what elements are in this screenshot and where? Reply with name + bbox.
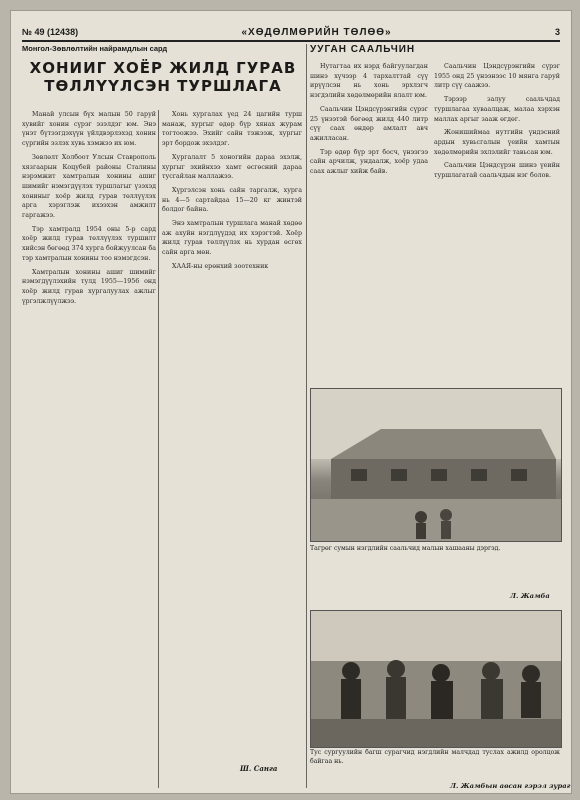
paragraph: Зөвлөлт Холбоот Улсын Ставрополь хязгаарын Коцубей районы Сталины нэрэмжит хамтралын хонины ашиг шимийг нэмэгдүүлэх туршлагыг үзэхэд хониныг хоёр жилд гурав төллүүлэх арга хэрэглэж ихээхэн амжилт гаргажээ. — [22, 153, 156, 220]
paragraph: Нутагтаа их нэрд байгуулагдан шинэ хүчээр 4 тархалттай сүү ирүүлсэн нь хонь эрхлэгч нэгдэлийн хөдөлмөрийн ялалт юм. — [310, 63, 428, 100]
paragraph: ХААЯ-ны ерөнхий зоотехник — [172, 262, 269, 270]
issue-number: № 49 (12438) — [22, 27, 79, 37]
photo-credit-1: Л. Жамба — [510, 592, 550, 600]
masthead — [22, 24, 560, 42]
paragraph: Хургалалт 5 хоногийн дараа эхэлж, хургыг эхийнхээ хамт өсгөсний дараа тусгайлан маллажээ. — [162, 153, 302, 181]
photo-caption-2: Тус сургуулийн багш сурагчид нэгдлийн малчдад туслах ажилд оролцож байгаа нь. — [310, 749, 560, 765]
students-photo-drawing — [311, 611, 561, 747]
article-title-line-2: ТӨЛЛҮҮЛСЭН ТУРШЛАГА — [44, 77, 282, 95]
barn-photo-drawing — [311, 389, 561, 541]
section-divider — [306, 44, 307, 788]
paragraph: Саальчин Цэндсүрэнгийн сүрэг 1955 онд 25 үнээнээс 10 мянга гаруй литр сүү саажээ. — [434, 63, 560, 90]
left-article-column-2 — [162, 110, 302, 756]
newspaper-title: «ХӨДӨЛМӨРИЙН ТӨЛӨӨ» — [241, 26, 392, 38]
article-kicker: Монгол-Зөвлөлтийн найрамдлын сард — [22, 44, 168, 53]
paragraph: Саальчин Цэндсүрэнгийн сүрэг 25 үнээтэй бөгөөд жилд 440 литр сүү саах өндөр амлалт авч ажилласан. — [310, 105, 428, 142]
paragraph: Энэ хамтралын туршлага манай хөдөө аж ахуйн нэгдлүүдэд их хэрэгтэй. Хоёр жилд гурав төллүүлэх нь хурдан өсгөх сайн арга мөн. — [162, 220, 302, 257]
right-article-column-1 — [310, 62, 428, 362]
photo-credit-2: Л. Жамбын авсан гэрэл зураг — [450, 782, 571, 790]
students-photo — [310, 610, 562, 748]
left-article-column-1 — [22, 110, 156, 788]
paragraph: Жонишиймаа нутгийн үндэсний ардын хувьсгалын үеийн хамтын хөдөлмөрийн эхлэлийг тавьсан юм. — [434, 129, 560, 156]
newspaper-page — [10, 10, 572, 794]
author-signature: Ш. Санга — [240, 764, 278, 773]
right-article-column-2 — [434, 62, 560, 412]
article-title-line-1: ХОНИИГ ХОЁР ЖИЛД ГУРАВ — [29, 59, 297, 77]
paragraph: Хонь хургалах үед 24 цагийн турш манаж, хургыг өдөр бүр хянах журам тогтоожээ. Эхийг сайн тэжээж, хургыг эрт бордож эхэлдэг. — [162, 111, 302, 148]
barn-photo — [310, 388, 562, 542]
paragraph: Манай улсын бүх малын 50 гаруй хувийг хонин сүрэг эзэлдэг юм. Энэ үнэт бүтээгдэхүүн үйлдвэрлэхэд хонин сүргийн эзлэх хувь хэмжээ их юм. — [22, 111, 156, 148]
paragraph: Саальчин Цэндсүрэн шинэ үеийн туршлагатай саальчдын нэг болов. — [434, 162, 560, 180]
paragraph: Хүргэлсэн хонь сайн таргалж, хурга нь 4—5 сартайдаа 15—20 кг жинтэй болдог байна. — [162, 186, 302, 214]
photo-caption-1: Тагрөг сумын нэгдлийн саальчид малын хашааны дэргэд. — [310, 545, 501, 552]
paragraph: Хамтралын хонины ашиг шимийг нэмэгдүүлэхийн тулд 1955—1956 онд хоёр жилд гурав хургалуулах ажлыг үргэлжлүүлжээ. — [22, 268, 156, 305]
paragraph: Тэр хамтралд 1954 оны 5-р сард хоёр жилд гурав төллүүлэх туршилт хийсэн бөгөөд 374 хурга бойжуулсан ба тэр хамтралын хонины тоо нэмэгдсэн. — [22, 225, 156, 262]
paragraph: Тэрээр залуу саальчдад туршлагаа хуваалцаж, малаа хэрхэн маллах аргыг зааж өгдөг. — [434, 96, 560, 123]
left-article-headline — [22, 44, 304, 114]
column-divider — [158, 110, 159, 788]
paragraph: Тэр өдөр бүр эрт босч, үнээгээ сайн арчилж, ундаалж, хоёр удаа саах ажлыг хийж байв. — [310, 148, 428, 176]
right-article-title: УУГАН СААЛЬЧИН — [310, 44, 416, 55]
page-number: 3 — [554, 27, 560, 37]
